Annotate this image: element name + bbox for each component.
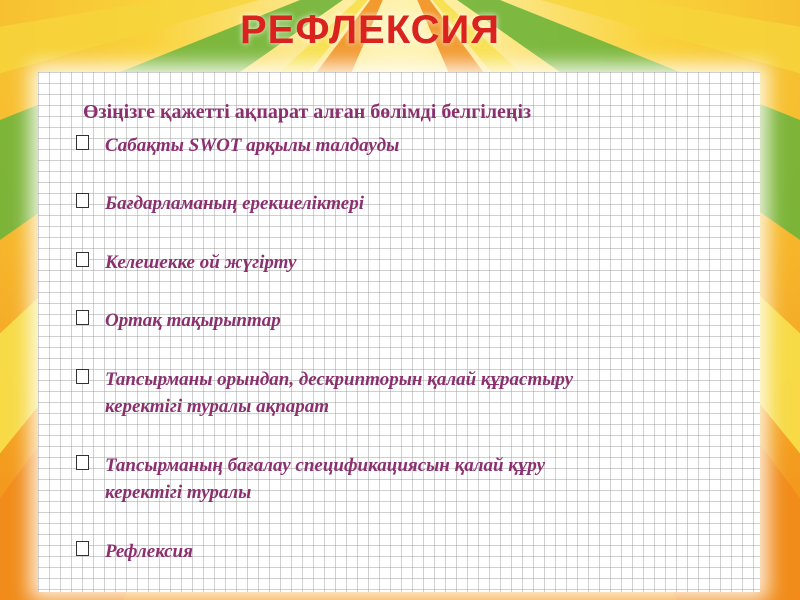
checkbox-icon[interactable]: [76, 135, 89, 150]
item-text: Сабақты SWOT арқылы талдауды: [105, 135, 400, 156]
item-text: Тапсырманы орындап, дескрипторын қалай құрастыру керектігі туралы ақпарат: [105, 369, 574, 417]
checkbox-icon[interactable]: [76, 369, 89, 384]
checkbox-icon[interactable]: [76, 541, 89, 556]
checkbox-icon[interactable]: [76, 193, 89, 208]
checkbox-icon[interactable]: [76, 252, 89, 267]
item-text: Бағдарламаның ерекшеліктері: [105, 193, 365, 214]
checkbox-icon[interactable]: [76, 455, 89, 470]
checkbox-icon[interactable]: [76, 310, 89, 325]
slide-title: РЕФЛЕКСИЯ: [240, 8, 500, 52]
item-text: Рефлексия: [105, 541, 193, 562]
item-text: Ортақ тақырыптар: [105, 310, 281, 331]
item-text: Келешекке ой жүгірту: [105, 252, 297, 273]
item-text: Тапсырманың бағалау спецификациясын қалай құру керектігі туралы: [105, 455, 546, 503]
instruction-heading: Өзіңізге қажетті ақпарат алған бөлімді белгілеңіз: [83, 101, 532, 123]
